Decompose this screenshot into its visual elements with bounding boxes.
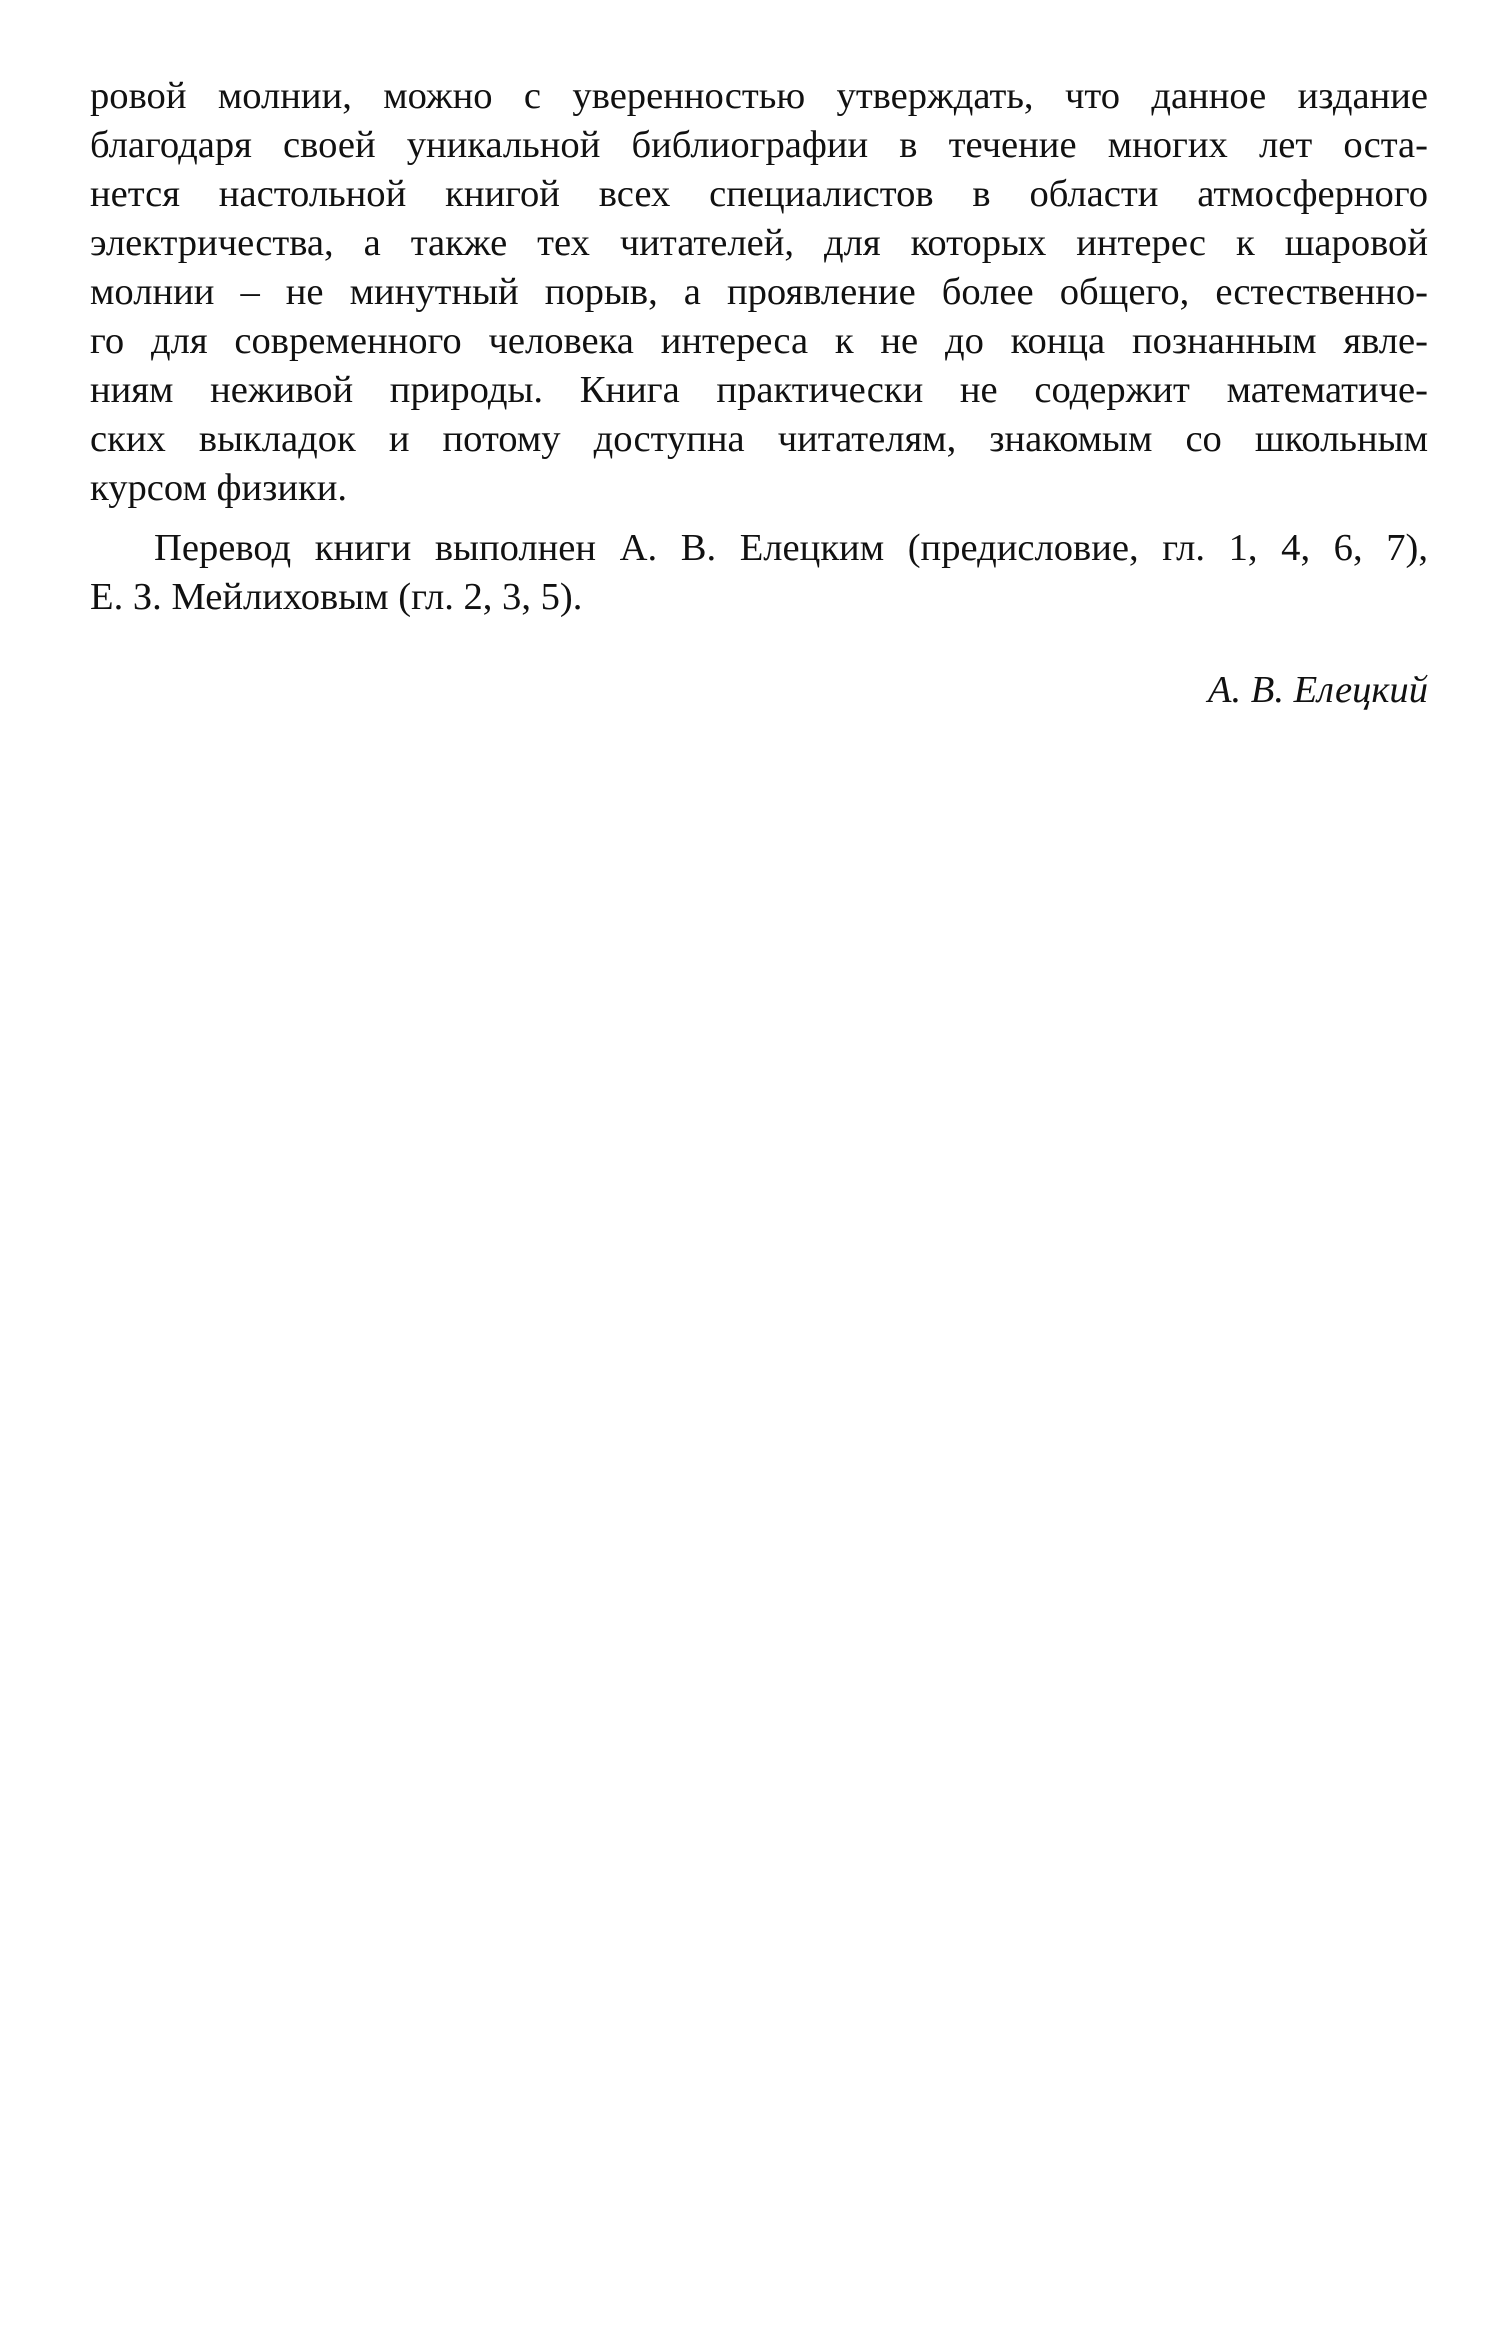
text-line: ниям неживой природы. Книга практически не содержит математиче-	[90, 369, 1428, 411]
text-line: ровой молнии, можно с уверенностью утверждать, что данное издание	[90, 75, 1428, 117]
text-line: Перевод книги выполнен А. В. Елецким (предисловие, гл. 1, 4, 6, 7),	[154, 527, 1428, 569]
text-line: электричества, а также тех читателей, для которых интерес к шаровой	[90, 222, 1428, 264]
text-line: молнии – не минутный порыв, а проявление более общего, естественно-	[90, 271, 1428, 313]
paragraph-conclusion	[90, 72, 1428, 513]
text-line: курсом физики.	[90, 467, 348, 509]
text-line: нется настольной книгой всех специалистов в области атмосферного	[90, 173, 1428, 215]
paragraph-gap	[90, 513, 1428, 524]
signature: А. В. Елецкий	[1207, 669, 1428, 711]
text-line: Е. З. Мейлиховым (гл. 2, 3, 5).	[90, 576, 583, 618]
text-line: ских выкладок и потому доступна читателям, знакомым со школьным	[90, 418, 1428, 460]
text-line: го для современного человека интереса к не до конца познанным явле-	[90, 320, 1428, 362]
document-page	[90, 72, 1428, 715]
paragraph-translation-credits	[90, 524, 1428, 622]
text-line: благодаря своей уникальной библиографии в течение многих лет оста-	[90, 124, 1428, 166]
